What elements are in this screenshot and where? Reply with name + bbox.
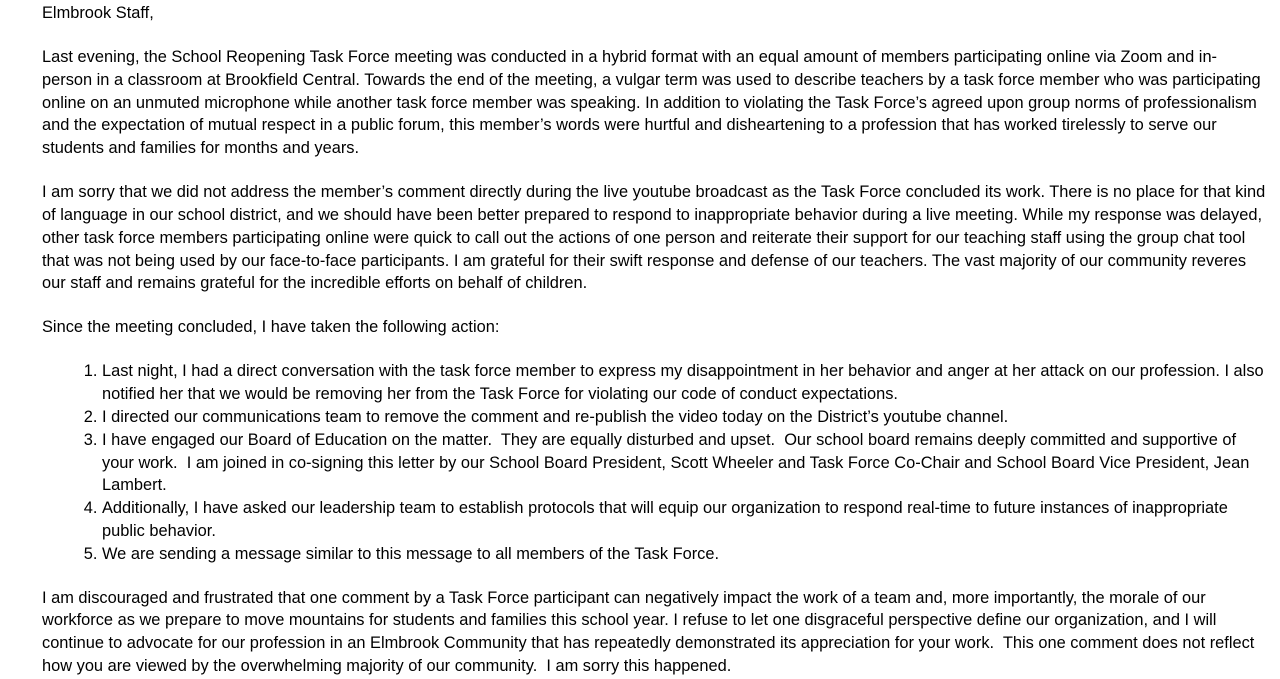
action-item-4: 4. Additionally, I have asked our leadership team to establish protocols that will equip our organization to respond real-time to future instances of inappropriate public behavior. (102, 497, 1267, 543)
action-item-2: 2. I directed our communications team to remove the comment and re-publish the video today on the District’s youtube channel. (102, 406, 1267, 429)
action-item-5: 5. We are sending a message similar to this message to all members of the Task Force. (102, 543, 1267, 566)
action-list (42, 360, 1267, 565)
letter-paragraph-1: Last evening, the School Reopening Task Force meeting was conducted in a hybrid format with an equal amount of members participating online via Zoom and in-person in a classroom at Brookfield Central. Towards the end of the meeting, a vulgar term was used to describe teachers by a task force member who was participating online on an unmuted microphone while another task force member was speaking. In addition to violating the Task Force’s agreed upon group norms of professionalism and the expectation of mutual respect in a public forum, this member’s words were hurtful and disheartening to a profession that has worked tirelessly to serve our students and families for months and years. (42, 47, 1266, 158)
letter-paragraph-3: Since the meeting concluded, I have taken the following action: (42, 318, 500, 337)
letter-document (42, 2, 1270, 678)
letter-paragraph-2: I am sorry that we did not address the member’s comment directly during the live youtube broadcast as the Task Force concluded its work. There is no place for that kind of language in our school district, and we should have been better prepared to respond to inappropriate behavior during a live meeting. While my response was delayed, other task force members participating online were quick to call out the actions of one person and reiterate their support for our teaching staff using the group chat tool that was not being used by our face-to-face participants. I am grateful for their swift response and defense of our teachers. The vast majority of our community reveres our staff and remains grateful for the incredible efforts on behalf of children. (42, 183, 1270, 293)
letter-greeting: Elmbrook Staff, (42, 4, 154, 22)
action-item-1: 1. Last night, I had a direct conversation with the task force member to express my disappointment in her behavior and anger at her attack on our profession. I also notified her that we would be removing her from the Task Force for violating our code of conduct expectations. (102, 360, 1267, 406)
letter-paragraph-4: I am discouraged and frustrated that one comment by a Task Force participant can negatively impact the work of a team and, more importantly, the morale of our workforce as we prepare to move mountains for students and families this school year. I refuse to let one disgraceful perspective define our organization, and I will continue to advocate for our profession in an Elmbrook Community that has repeatedly demonstrated its appreciation for your work. This one comment does not reflect how you are viewed by the overwhelming majority of our community. I am sorry this happened. (42, 588, 1259, 676)
action-item-3: 3. I have engaged our Board of Education on the matter. They are equally disturbed and upset. Our school board remains deeply committed and supportive of your work. I am joined in co-signing this letter by our School Board President, Scott Wheeler and Task Force Co-Chair and School Board Vice President, Jean Lambert. (102, 429, 1267, 497)
